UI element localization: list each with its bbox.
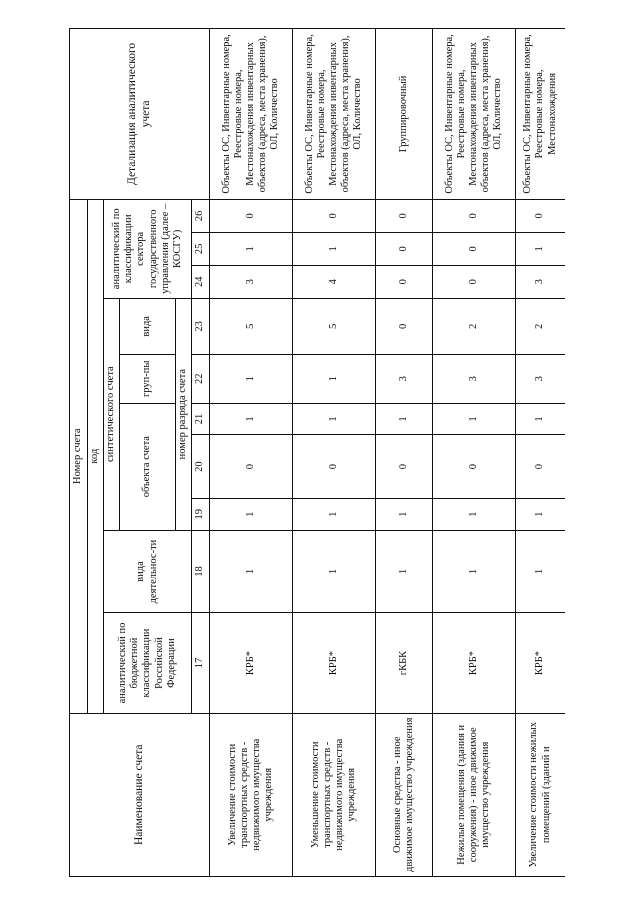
- column-number: 21: [192, 403, 210, 435]
- detail-cell: Группировочный: [376, 29, 433, 200]
- code-cell: КРБ*: [210, 613, 293, 713]
- account-name-cell: Уменьшение стоимости транспортных средств - недвижимого имущества учреждения: [293, 713, 376, 876]
- code-cell: 0: [376, 435, 433, 498]
- code-cell: 2: [516, 298, 566, 354]
- code-cell: 3: [516, 265, 566, 298]
- header-naimenovanie: Наименование счета: [70, 713, 210, 876]
- code-cell: 0: [516, 435, 566, 498]
- header-vida-deyatelnosti: вида деятельнос-ти: [104, 530, 192, 613]
- table-row: [376, 29, 433, 877]
- header-vida: вида: [120, 298, 176, 354]
- code-cell: 1: [376, 530, 433, 613]
- account-name-cell: Увеличение стоимости нежилых помещений (зданий и: [516, 713, 566, 876]
- detail-cell: Объекты ОС, Инвентарные номера, Реестровые номера, Местонахождения инвентарных объектов (адреса, места хранения), ОЛ, Количество: [210, 29, 293, 200]
- code-cell: 1: [376, 403, 433, 435]
- code-cell: 1: [516, 530, 566, 613]
- header-detalizaciya: Детализация аналитического учета: [70, 29, 210, 200]
- detail-cell: Объекты ОС, Инвентарные номера, Реестровые номера, Местонахождения инвентарных объектов (адреса, места хранения), ОЛ, Количество: [433, 29, 516, 200]
- code-cell: 0: [210, 435, 293, 498]
- header-nomer-razryada: номер разряда счета: [176, 298, 192, 530]
- code-cell: 1: [210, 354, 293, 403]
- table-row: [210, 29, 293, 877]
- code-cell: 0: [516, 199, 566, 232]
- code-cell: 1: [293, 498, 376, 530]
- code-cell: 1: [210, 403, 293, 435]
- code-cell: 0: [433, 232, 516, 265]
- code-cell: 0: [433, 265, 516, 298]
- column-number: 20: [192, 435, 210, 498]
- code-cell: 1: [210, 530, 293, 613]
- header-synthetic: синтетического счета: [104, 298, 120, 530]
- account-name-cell: Основные средства - иное движимое имущество учреждения: [376, 713, 433, 876]
- code-cell: КРБ*: [293, 613, 376, 713]
- code-cell: 0: [433, 199, 516, 232]
- code-cell: 1: [293, 403, 376, 435]
- column-number: 18: [192, 530, 210, 613]
- code-cell: 1: [433, 530, 516, 613]
- code-cell: 3: [376, 354, 433, 403]
- code-cell: 1: [433, 498, 516, 530]
- header-kod: код: [88, 199, 104, 713]
- header-nomer-scheta-cell: Номер счета: [70, 199, 88, 713]
- code-cell: 3: [516, 354, 566, 403]
- code-cell: КРБ*: [433, 613, 516, 713]
- column-number: 26: [192, 199, 210, 232]
- code-cell: 5: [210, 298, 293, 354]
- table-inner: [69, 28, 565, 877]
- code-cell: 3: [210, 265, 293, 298]
- table-row: [433, 29, 516, 877]
- code-cell: 0: [293, 199, 376, 232]
- code-cell: 1: [293, 530, 376, 613]
- code-cell: 1: [376, 498, 433, 530]
- code-cell: 1: [210, 232, 293, 265]
- code-cell: 0: [376, 199, 433, 232]
- code-cell: 1: [433, 403, 516, 435]
- code-cell: 1: [210, 498, 293, 530]
- code-cell: 0: [433, 435, 516, 498]
- header-analytic-kosgu: аналитический по классификации сектора государственного управления (далее – КОСГУ): [104, 199, 192, 298]
- rotated-table-wrapper: [69, 28, 565, 877]
- code-cell: 0: [210, 199, 293, 232]
- column-number: 24: [192, 265, 210, 298]
- code-cell: 0: [376, 265, 433, 298]
- table-row: [516, 29, 566, 877]
- table-row: [293, 29, 376, 877]
- code-cell: 4: [293, 265, 376, 298]
- code-cell: КРБ*: [516, 613, 566, 713]
- column-number: 19: [192, 498, 210, 530]
- code-cell: 0: [293, 435, 376, 498]
- code-cell: 1: [293, 354, 376, 403]
- code-cell: 2: [433, 298, 516, 354]
- code-cell: 5: [293, 298, 376, 354]
- code-cell: 3: [433, 354, 516, 403]
- code-cell: 1: [516, 403, 566, 435]
- column-number: 25: [192, 232, 210, 265]
- code-cell: 1: [293, 232, 376, 265]
- column-number: 23: [192, 298, 210, 354]
- account-name-cell: Увеличение стоимости транспортных средств - недвижимого имущества учреждения: [210, 713, 293, 876]
- account-name-cell: Нежилые помещения (здания и сооружения) - иное движимое имущество учреждения: [433, 713, 516, 876]
- code-cell: 0: [376, 232, 433, 265]
- header-obekta-scheta: объекта счета: [120, 403, 176, 530]
- code-cell: 1: [516, 232, 566, 265]
- header-analytic-budget: аналитический по бюджетной классификации Российской Федерации: [104, 613, 192, 713]
- code-cell: гКБК: [376, 613, 433, 713]
- detail-cell: Объекты ОС, Инвентарные номера, Реестровые номера, Местонахождения инвентарных объектов (адреса, места хранения), ОЛ, Количество: [293, 29, 376, 200]
- code-cell: 1: [516, 498, 566, 530]
- column-number: 22: [192, 354, 210, 403]
- column-number: 17: [192, 613, 210, 713]
- code-cell: 0: [376, 298, 433, 354]
- header-gruppy: груп-пы: [120, 354, 176, 403]
- detail-cell: Объекты ОС, Инвентарные номера, Реестровые номера, Местонахождения: [516, 29, 566, 200]
- data-grid: [69, 28, 565, 877]
